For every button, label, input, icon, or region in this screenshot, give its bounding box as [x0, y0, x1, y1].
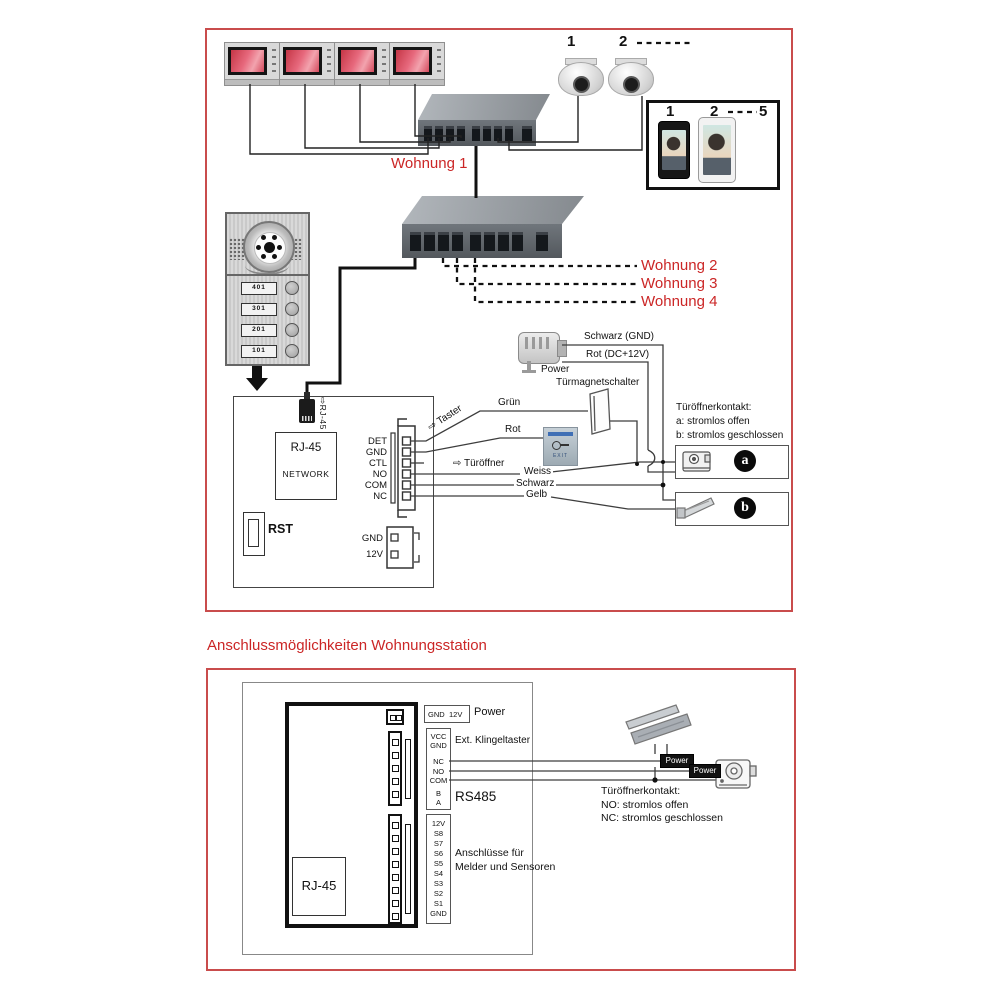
- down-arrow: [252, 366, 262, 378]
- terminal-label-det: DET: [368, 436, 387, 447]
- down-arrow-head: [246, 378, 268, 391]
- arrow-right-icon: ⇨: [453, 458, 462, 469]
- arrow-right-icon: ⇨: [318, 397, 328, 405]
- pin-s3: S3: [433, 879, 444, 888]
- monitor-base: [335, 79, 389, 85]
- wohnung-2-label: Wohnung 2: [641, 257, 718, 274]
- indoor-monitor: [334, 42, 390, 86]
- pin-s8: S8: [433, 829, 444, 838]
- kontakt-line-a: a: stromlos offen: [676, 416, 750, 427]
- board-connector-mid: [388, 731, 402, 806]
- pin-s1: S1: [433, 899, 444, 908]
- phone-1-number: 1: [666, 103, 675, 120]
- bell-button: [285, 302, 299, 316]
- pin-s4: S4: [433, 869, 444, 878]
- ethernet-port: [457, 126, 465, 141]
- board-gnd-label: GND: [361, 533, 383, 544]
- ethernet-port: [424, 232, 435, 251]
- terminal-label-com: COM: [364, 480, 387, 491]
- pin-12v: 12V: [449, 710, 463, 719]
- terminal-label-ctl: CTL: [369, 458, 387, 469]
- badge-b: b: [734, 497, 756, 519]
- camera-1-number: 1: [567, 33, 576, 50]
- ethernet-port: [494, 126, 502, 141]
- wohnung-3-label: Wohnung 3: [641, 275, 718, 292]
- badge-a: a: [734, 450, 756, 472]
- arrow-right-icon: ⇨: [426, 419, 440, 434]
- ethernet-port: [483, 126, 491, 141]
- terminal-label-gnd: GND: [365, 447, 387, 458]
- network-box-subtitle: NETWORK: [282, 469, 330, 479]
- dome-camera-2: [608, 58, 652, 96]
- indoor-monitor: [224, 42, 280, 86]
- panel-camera-lens: [264, 242, 275, 253]
- kontakt-title: Türöffnerkontakt:: [676, 402, 752, 413]
- monitor-screen: [228, 47, 267, 75]
- pin-a: A: [435, 798, 441, 807]
- network-switch-1-top: [418, 94, 550, 120]
- wire-schwarz-gnd-label: Schwarz (GND): [584, 331, 655, 342]
- panel-arc: [245, 256, 289, 275]
- bottom-section-title: Anschlussmöglichkeiten Wohnungsstation: [207, 637, 487, 654]
- taster-label: ⇨ Taster: [426, 403, 465, 434]
- power-terminal-box: [424, 705, 470, 723]
- terminal-label-no: NO: [372, 469, 387, 480]
- terminal-label-nc: NC: [373, 491, 387, 502]
- ethernet-port: [452, 232, 463, 251]
- monitor-base: [225, 79, 279, 85]
- bell-button: [285, 281, 299, 295]
- wire-schwarz-label: Schwarz: [516, 478, 555, 489]
- wire-rot-label: Rot: [505, 424, 521, 435]
- monitor-buttons: [272, 49, 276, 73]
- key-icon-shaft: [560, 444, 569, 446]
- bottom-kontakt-title: Türöffnerkontakt:: [601, 785, 681, 797]
- bottom-kontakt-nc: NC: stromlos geschlossen: [601, 812, 723, 824]
- rs485-label: RS485: [455, 789, 497, 804]
- name-plate: 101: [241, 345, 277, 358]
- rst-button-outline: [243, 512, 265, 556]
- camera-2-number: 2: [619, 33, 628, 50]
- ethernet-port: [435, 126, 443, 141]
- tueroeffner-label: ⇨ Türöffner: [453, 458, 505, 469]
- board-connector-mid-bar: [405, 739, 411, 799]
- monitor-buttons: [382, 49, 386, 73]
- bell-button: [285, 323, 299, 337]
- network-box-title: RJ-45: [290, 442, 322, 454]
- network-switch-1-front: [418, 120, 536, 146]
- phone-screen: [662, 130, 686, 170]
- exit-button-text: EXIT: [552, 453, 569, 459]
- uplink-port: [522, 126, 532, 141]
- ethernet-port: [410, 232, 421, 251]
- phone-count-number: 5: [759, 103, 768, 120]
- bell-button: [285, 344, 299, 358]
- exit-button-bar: [548, 432, 573, 436]
- pin-vcc: VCC: [430, 732, 447, 741]
- panel-divider: [227, 274, 308, 276]
- name-plate: 401: [241, 282, 277, 295]
- monitor-screen: [338, 47, 377, 75]
- board-connector-small: [386, 709, 404, 725]
- name-plate: 301: [241, 303, 277, 316]
- network-switch-2-front: [402, 224, 562, 258]
- pin-s5: S5: [433, 859, 444, 868]
- wire-rot-dc12v-label: Rot (DC+12V): [586, 349, 650, 360]
- power-adapter: [518, 332, 560, 364]
- power-adapter-label: Power: [541, 364, 570, 375]
- camera-lens: [623, 76, 640, 93]
- pin-com: COM: [429, 776, 448, 785]
- dome-camera-1: [558, 58, 602, 96]
- smartphone-2: [698, 117, 736, 183]
- pin-nc: NC: [433, 757, 444, 766]
- power-tag-strike: Power: [689, 764, 721, 778]
- bottom-kontakt-no: NO: stromlos offen: [601, 799, 689, 811]
- sensor-terminal-box: [426, 814, 451, 924]
- station-rj45-box: [292, 857, 346, 916]
- pin-gnd: GND: [430, 741, 447, 750]
- wohnung-4-label: Wohnung 4: [641, 293, 718, 310]
- network-module-box: [275, 432, 337, 500]
- door-station-panel: [225, 212, 310, 366]
- adapter-ridges: [525, 337, 551, 349]
- pin-s7: S7: [433, 839, 444, 848]
- io-terminal-box: [426, 728, 451, 810]
- wohnung-1-label: Wohnung 1: [391, 155, 468, 172]
- ethernet-port: [512, 232, 523, 251]
- phone-screen: [703, 125, 731, 175]
- rst-label: RST: [268, 522, 293, 536]
- rst-button: [248, 519, 259, 547]
- monitor-screen: [283, 47, 322, 75]
- monitor-buttons: [437, 49, 441, 73]
- rj45-plug: [299, 392, 315, 426]
- wire-gruen-label: Grün: [498, 397, 521, 408]
- monitor-screen: [393, 47, 432, 75]
- pin-12v: 12V: [431, 819, 446, 828]
- ethernet-port: [472, 126, 480, 141]
- pin-gnd: GND: [428, 710, 445, 719]
- name-plate: 201: [241, 324, 277, 337]
- lock-option-a-box: [675, 445, 789, 479]
- pin-s2: S2: [433, 889, 444, 898]
- ethernet-port: [505, 126, 513, 141]
- ethernet-port: [470, 232, 481, 251]
- camera-lens: [573, 76, 590, 93]
- panel-ir-led: [256, 245, 261, 250]
- indoor-monitor: [389, 42, 445, 86]
- adapter-prong-bar: [522, 370, 536, 373]
- kontakt-line-b: b: stromlos geschlossen: [676, 430, 784, 441]
- sensor-label-line2: Melder und Sensoren: [455, 861, 556, 873]
- ethernet-port: [498, 232, 509, 251]
- lock-option-b-box: [675, 492, 789, 526]
- network-switch-2-top: [402, 196, 584, 224]
- wire-weiss-label: Weiss: [524, 466, 552, 477]
- board-connector-long: [388, 814, 402, 924]
- power-terminal-label: Power: [474, 706, 506, 718]
- station-rj45-label: RJ-45: [301, 878, 337, 893]
- ethernet-port: [484, 232, 495, 251]
- pin-gnd: GND: [430, 909, 447, 918]
- monitor-buttons: [327, 49, 331, 73]
- board-connector-long-bar: [405, 824, 411, 914]
- pin-s6: S6: [433, 849, 444, 858]
- ethernet-port: [446, 126, 454, 141]
- smartphone-1: [658, 121, 690, 179]
- wire-gelb-label: Gelb: [526, 489, 548, 500]
- monitor-base: [390, 79, 444, 85]
- tuermagnetschalter-label: Türmagnetschalter: [556, 377, 640, 388]
- uplink-port: [536, 232, 548, 251]
- pin-no: NO: [432, 767, 445, 776]
- ethernet-port: [438, 232, 449, 251]
- klingeltaster-label: Ext. Klingeltaster: [455, 735, 531, 746]
- ethernet-port: [424, 126, 432, 141]
- panel-ir-led: [277, 245, 282, 250]
- sensor-label-line1: Anschlüsse für: [455, 847, 524, 859]
- rj45-plug-label: ⇨RJ-45: [318, 397, 328, 430]
- pin-b: B: [435, 789, 441, 798]
- indoor-monitor: [279, 42, 335, 86]
- adapter-nub: [557, 340, 567, 357]
- exit-button-device: [543, 427, 578, 466]
- phone-2-number: 2: [710, 103, 719, 120]
- power-tag-maglock: Power: [660, 754, 694, 768]
- monitor-base: [280, 79, 334, 85]
- board-12v-label: 12V: [366, 549, 383, 560]
